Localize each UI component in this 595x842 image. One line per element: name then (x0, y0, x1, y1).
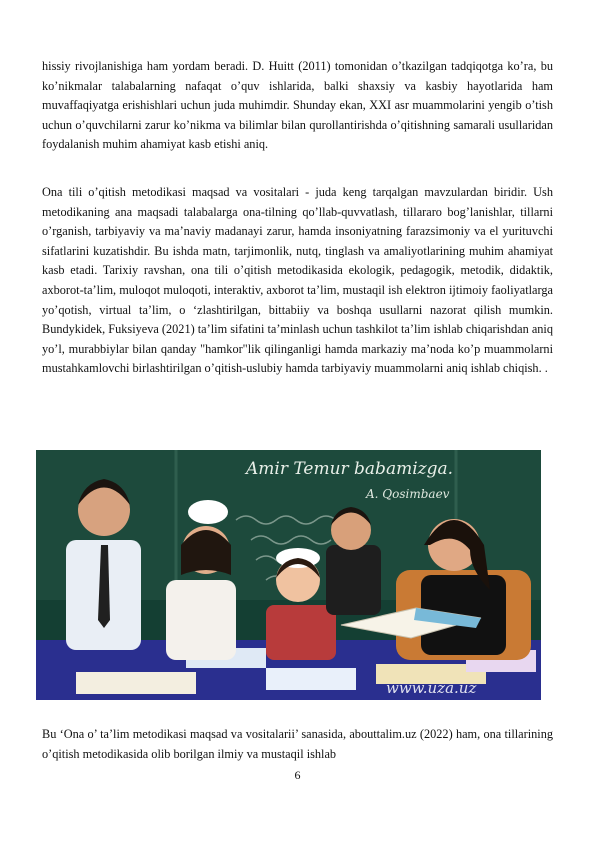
paragraph-1: hissiy rivojlanishiga ham yordam beradi. D. Huitt (2011) tomonidan o’tkazilgan tadqiqotga ko’ra, bu ko’nikmalar talabalarning nafaqat o’quv ishlarida, balki shaxsiy va kasbiy hayotlarida ham muvaffaqiyatga erishishlari uchun juda muhimdir. Shunday ekan, XXI asr muammolarini yengib o’tish uchun o’quvchilarni zarur ko’nikma va bilimlar bilan qurollantirishda o’qitishning samarali usullaridan foydalanish muhim ahamiyat kasb etishi aniq. (42, 59, 553, 152)
classroom-photo (36, 450, 541, 700)
page-number: 6 (294, 768, 301, 782)
board-text-title: Amir Temur babamizga. (246, 459, 454, 479)
board-text-author: A. Qosimbaev (366, 487, 450, 501)
paragraph-3: Bu ‘Ona o’ ta’lim metodikasi maqsad va vositalarii’ sanasida, abouttalim.uz (2022) ham, ona tillarining o’qitish metodikasida olib borilgan ilmiy va mustaqil ishlab (42, 727, 553, 761)
paragraph-2: Ona tili o’qitish metodikasi maqsad va vositalari - juda keng tarqalgan mavzulardan biridir. Ush metodikaning ana maqsadi talabalarga ona-tilning qo’llab-quvvatlash, tillararo bog’lanishlar, tillarni o’rganish, tarbiyaviy va ma’naviy madanayi zarur, hamda insoniyatning farazsimoniy va el yurituvchi sifatlarini kuzatishdir. Bu ishda matn, tarjimonlik, nutq, tinglash va amaliyotlarining muhim ahamiyat kasb etadi. Tarixiy ravshan, ona tili o’qitish metodikasida ekologik, pedagogik, metodik, didaktik, axborot-ta’lim, muloqot muloqoti, interaktiv, axborot ta’lim, mustaqil ish elektron ijtimoiy faoliyatlarga yo’qotish, virtual ta’lim, o ‘zlashtirilgan, bittabiiy va boshqa usullarni nazorat qilish mumkin. Bundykidek, Fuksiyeva (2021) ta’lim sifatini ta’minlash uchun tashkilot ta’lim ishlab chiqarishdan aniq yo’l, murabbiylar bilan qanday "hamkor"lik qilinganligi hamda markaziy ma’noda ko’p muammolarni mustahkamlovchi birlashtirilgan o’qitish-uslubiy hamda tarbiyaviy muammolarni aniq ishlab chiqish. . (42, 185, 553, 376)
photo-watermark: www.uza.uz (386, 679, 477, 697)
